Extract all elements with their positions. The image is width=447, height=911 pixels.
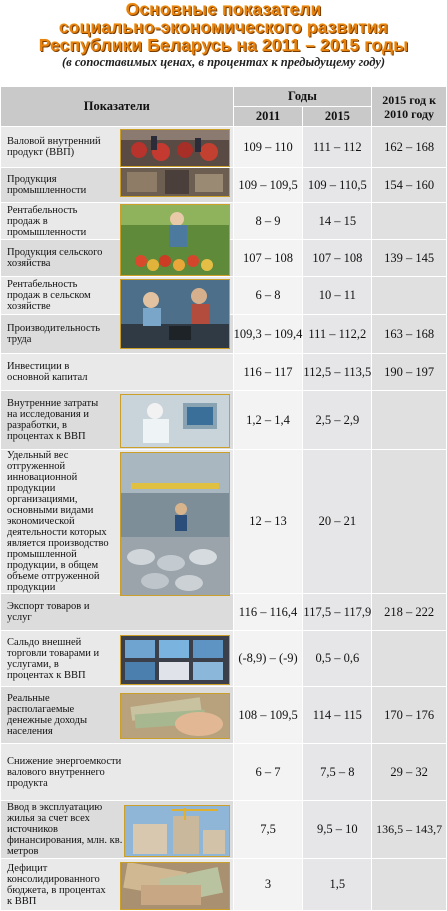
page-subtitle: (в сопоставимых ценах, в процентах к предыдущему году) [61,55,386,69]
page-title [0,0,447,54]
value-total: 170 – 176 [372,687,447,744]
value-2015: 14 – 15 [303,203,372,240]
title-line-2: социально-экономического развития [58,17,389,37]
header-2011: 2011 [233,107,303,127]
row-label: Внутренние затраты на исследования и разработки, в процентах к ВВП [7,398,99,442]
value-2011: 12 – 13 [233,450,303,594]
row-label: Реальные располагаемые денежные доходы населения [7,693,88,737]
value-2011: 109,3 – 109,4 [233,315,303,354]
value-2015: 20 – 21 [303,450,372,594]
value-total [372,203,447,240]
row-label: Сальдо внешней торговли товарами и услугами, в процентах к ВВП [7,636,100,681]
value-total: 163 – 168 [372,315,447,354]
value-total: 139 – 145 [372,240,447,277]
value-total: 136,5 – 143,7 [372,801,447,859]
value-2011: 109 – 109,5 [233,168,303,203]
table-row [1,203,447,240]
table-row [1,168,447,203]
title-line-3: Республики Беларусь на 2011 – 2015 годы [38,35,409,55]
value-2011: 108 – 109,5 [233,687,303,744]
row-label: Инвестиции в основной капитал [7,361,88,383]
table-row [1,277,447,315]
table-row [1,354,447,391]
table-row [1,594,447,631]
value-2015: 1,5 [303,859,372,911]
table-row [1,801,447,859]
row-label: Продукция сельского хозяйства [7,247,103,269]
photo-apple-harvest [120,204,230,276]
value-2011: 107 – 108 [233,240,303,277]
value-total [372,450,447,594]
table-row [1,859,447,911]
header-total: 2015 год к 2010 году [372,87,447,127]
table-row [1,127,447,168]
value-total: 190 – 197 [372,354,447,391]
value-2015: 10 – 11 [303,277,372,315]
value-2015: 107 – 108 [303,240,372,277]
value-total [372,859,447,911]
row-label: Рентабельность продаж в промышленности [7,204,87,238]
value-2011: 7,5 [233,801,303,859]
indicators-table [0,86,447,911]
value-2015: 112,5 – 113,5 [303,354,372,391]
value-2015: 117,5 – 117,9 [303,594,372,631]
header-indicator: Показатели [1,87,234,127]
value-2015: 7,5 – 8 [303,744,372,801]
value-total: 218 – 222 [372,594,447,631]
table-row [1,744,447,801]
row-label: Удельный вес отгруженной инновационной продукции организациями, основными видами экономической деятельности которых является производство промышленной продукции, в общем объеме отгруженной продукции [7,450,109,593]
value-total [372,631,447,687]
photo-housing-construction [124,805,230,857]
row-label: Производительность труда [7,323,101,345]
value-2015: 111 – 112 [303,127,372,168]
photo-industry [120,168,230,197]
table-row [1,687,447,744]
value-2011: 8 – 9 [233,203,303,240]
value-2011: 116 – 117 [233,354,303,391]
value-total [372,391,447,450]
photo-computer-workers [120,279,230,349]
value-2011: 3 [233,859,303,911]
row-label: Продукция промышленности [7,174,87,196]
value-2015: 0,5 – 0,6 [303,631,372,687]
value-2015: 114 – 115 [303,687,372,744]
title-line-1: Основные показатели [125,0,322,19]
value-total: 162 – 168 [372,127,447,168]
value-total: 29 – 32 [372,744,447,801]
table-row [1,450,447,594]
value-2015: 2,5 – 2,9 [303,391,372,450]
value-2015: 109 – 110,5 [303,168,372,203]
row-label: Снижение энергоемкости валового внутреннего продукта [7,755,122,789]
value-2011: 109 – 110 [233,127,303,168]
row-label: Ввод в эксплуатацию жилья за счет всех источников финансирования, млн. кв. метров [7,802,123,857]
value-2015: 111 – 112,2 [303,315,372,354]
header-years: Годы [233,87,372,107]
value-2011: 116 – 116,4 [233,594,303,631]
value-2015: 9,5 – 10 [303,801,372,859]
row-label: Дефицит консолидированного бюджета, в процентах к ВВП [7,862,106,907]
photo-money-hand [120,693,230,739]
photo-factory-workers [120,129,230,167]
value-2011: 6 – 8 [233,277,303,315]
row-label: Валовой внутренний продукт (ВВП) [7,136,101,158]
row-label: Экспорт товаров и услуг [7,601,90,623]
photo-machinery-plant [120,452,230,596]
table-row [1,631,447,687]
value-total [372,277,447,315]
table-row [1,391,447,450]
value-2011: 1,2 – 1,4 [233,391,303,450]
photo-electronics-store [120,635,230,685]
value-2011: (-8,9) – (-9) [233,631,303,687]
value-total: 154 – 160 [372,168,447,203]
header-2015: 2015 [303,107,372,127]
photo-banknotes [120,862,230,910]
photo-laboratory [120,394,230,448]
value-2011: 6 – 7 [233,744,303,801]
row-label: Рентабельность продаж в сельском хозяйстве [7,279,91,312]
